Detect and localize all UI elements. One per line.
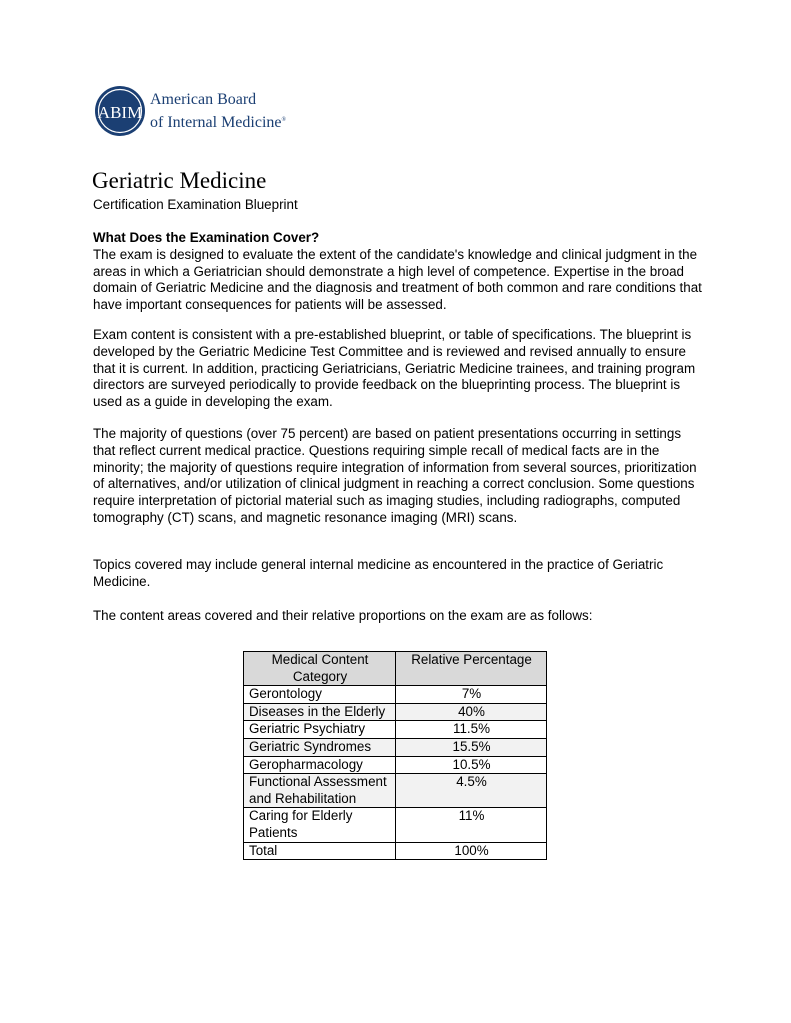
percent-cell: 10.5% <box>396 756 547 774</box>
abim-logo <box>94 85 304 137</box>
category-cell: Gerontology <box>244 686 396 704</box>
paragraph-4: Topics covered may include general internal medicine as encountered in the practice of Geriatric Medicine. <box>93 557 664 589</box>
percent-cell: 7% <box>396 686 547 704</box>
category-cell: Caring for Elderly Patients <box>244 808 396 842</box>
header-category: Medical Content Category <box>244 652 396 686</box>
percent-cell: 11% <box>396 808 547 842</box>
logo-line-2: of Internal Medicine® <box>150 114 287 131</box>
content-blueprint-table <box>243 651 547 860</box>
table-row <box>244 774 547 808</box>
table-row <box>244 808 547 842</box>
paragraph-5: The content areas covered and their relative proportions on the exam are as follows: <box>93 608 593 623</box>
logo-wordmark <box>150 90 286 133</box>
table-row <box>244 721 547 739</box>
table-total-row <box>244 842 547 860</box>
table-row <box>244 738 547 756</box>
category-cell: Geropharmacology <box>244 756 396 774</box>
percent-cell: 11.5% <box>396 721 547 739</box>
page-title: Geriatric Medicine <box>92 168 267 193</box>
table-header-row <box>244 652 547 686</box>
section-heading: What Does the Examination Cover? <box>93 230 320 245</box>
category-cell: Total <box>244 842 396 860</box>
abim-seal-icon <box>94 85 146 137</box>
trademark-symbol: ® <box>281 117 287 123</box>
page-subtitle: Certification Examination Blueprint <box>93 197 298 212</box>
category-cell: Geriatric Syndromes <box>244 738 396 756</box>
table-row <box>244 703 547 721</box>
percent-cell: 4.5% <box>396 774 547 808</box>
category-cell: Functional Assessment and Rehabilitation <box>244 774 396 808</box>
abim-monogram: ABIM <box>97 103 143 122</box>
paragraph-1 <box>93 230 703 314</box>
percent-cell: 15.5% <box>396 738 547 756</box>
logo-line-1: American Board <box>150 91 257 108</box>
header-percentage: Relative Percentage <box>396 652 547 686</box>
paragraph-1-text: The exam is designed to evaluate the extent of the candidate's knowledge and clinical judgment in the areas in which a Geriatrician should demonstrate a high level of competence. Expertise in the broad domain of Geriatric Medicine and the diagnosis and treatment of both common and rare conditions that have important consequences for patients will be assessed. <box>93 246 702 313</box>
percent-cell: 40% <box>396 703 547 721</box>
table-row <box>244 756 547 774</box>
table-row <box>244 686 547 704</box>
percent-cell: 100% <box>396 842 547 860</box>
category-cell: Geriatric Psychiatry <box>244 721 396 739</box>
paragraph-2: Exam content is consistent with a pre-established blueprint, or table of specifications. The blueprint is developed by the Geriatric Medicine Test Committee and is reviewed and revised annually to ensure that it is current. In addition, practicing Geriatricians, Geriatric Medicine trainees, and training program directors are surveyed periodically to provide feedback on the blueprinting process. The blueprint is used as a guide in developing the exam. <box>93 327 696 410</box>
paragraph-3: The majority of questions (over 75 percent) are based on patient presentations occurring in settings that reflect current medical practice. Questions requiring simple recall of medical facts are in the minority; the majority of questions require integration of information from several sources, prioritization of alternatives, and/or utilization of clinical judgment in reaching a correct conclusion. Some questions require interpretation of pictorial material such as imaging studies, including radiographs, computed tomography (CT) scans, and magnetic resonance imaging (MRI) scans. <box>93 426 697 525</box>
category-cell: Diseases in the Elderly <box>244 703 396 721</box>
